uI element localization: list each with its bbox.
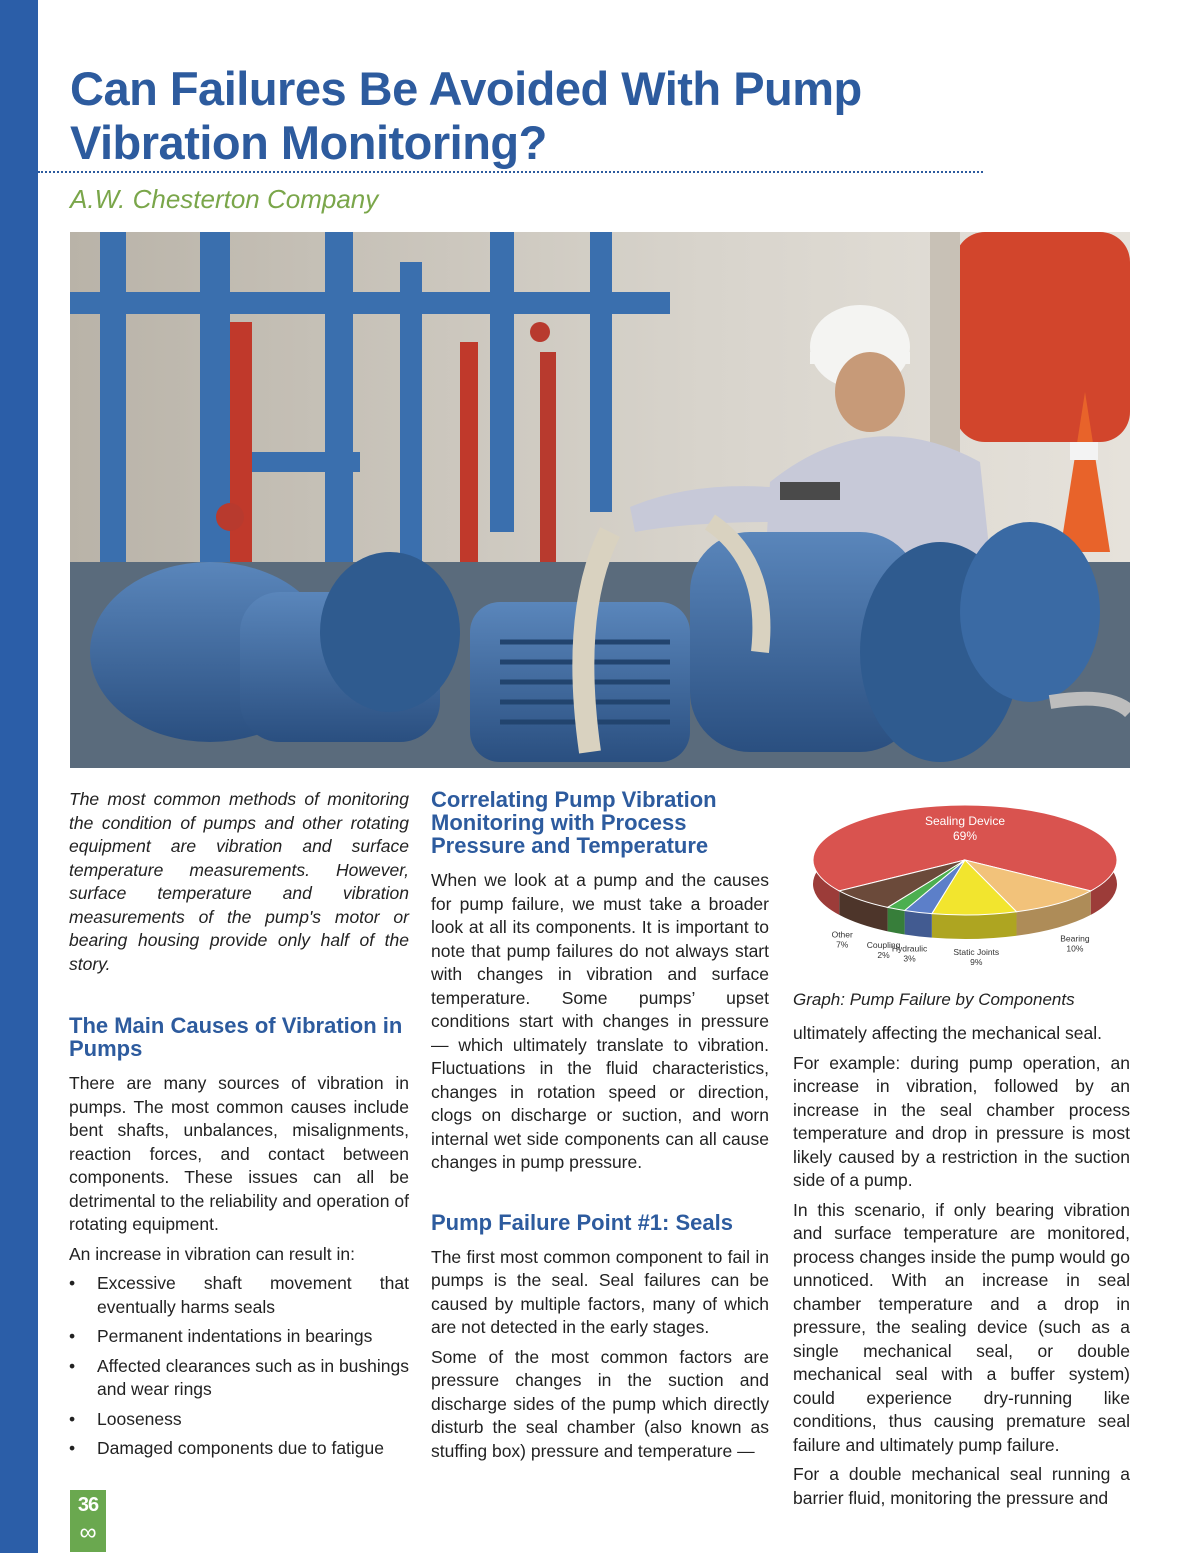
figure-caption: Graph: Pump Failure by Components (793, 990, 1075, 1009)
list-item: • Damaged components due to fatigue (69, 1437, 409, 1461)
section-heading-seals: Pump Failure Point #1: Seals (431, 1209, 733, 1235)
bullet-list (69, 1272, 409, 1461)
article-author: A.W. Chesterton Company (70, 184, 379, 214)
paragraph: The first most common component to fail in pumps is the seal. Seal failures can be caused by multiple factors, many of which are not detected in the early stages. (431, 1246, 769, 1337)
paragraph: Some of the most common factors are pressure changes in the suction and discharge sides of the pump which directly disturb the seal chamber (also known as stuffing box) pressure and temperature — (431, 1346, 769, 1461)
section-heading-correlating: Correlating Pump Vibration Monitoring with Process Pressure and Temperature (431, 787, 717, 858)
pump-failure-pie-chart (800, 790, 1130, 990)
pie-value-hydraulic: 3% (903, 953, 916, 964)
pie-chart-svg (800, 790, 1130, 990)
title-divider (38, 171, 983, 173)
column-left (69, 786, 409, 1467)
page-number: 36 (77, 1494, 99, 1516)
paragraph: There are many sources of vibration in pumps. The most common causes include bent shafts, unbalances, misalignments, reaction forces, and contact between components. These issues can all be detrimental to the reliability and operation of rotating equipment. (69, 1073, 409, 1234)
section-heading-main-causes: The Main Causes of Vibration in Pumps (69, 1013, 403, 1061)
list-item: • Affected clearances such as in bushings and wear rings (69, 1355, 409, 1402)
paragraph: For example: during pump operation, an increase in vibration, followed by an increase in the seal chamber process temperature and drop in pressure is most likely caused by a restriction in the suction side of a pump. (793, 1052, 1130, 1190)
pie-label-coupling: Coupling (866, 939, 901, 950)
paragraph: For a double mechanical seal running a barrier fluid, monitoring the pressure and (793, 1464, 1130, 1508)
intro-paragraph: The most common methods of monitoring the condition of pumps and other rotating equipment are vibration and surface temperature measurements. However, surface temperature and vibration measurements of the pump's motor or bearing housing provide only half of the story. (69, 789, 409, 974)
list-item: • Permanent indentations in bearings (69, 1325, 409, 1349)
pie-value-sealing-device: 69% (952, 828, 978, 843)
pie-label-sealing-device: Sealing Device (924, 813, 1006, 828)
article-title: Can Failures Be Avoided With Pump Vibration Monitoring? (70, 62, 862, 169)
pie-label-bearing: Bearing (1060, 933, 1090, 944)
pie-label-static-joints: Static Joints (953, 946, 1000, 957)
list-item: • Looseness (69, 1408, 409, 1432)
pump-room-illustration (70, 232, 1130, 768)
pie-label-hydraulic: Hydraulic (891, 943, 928, 954)
paragraph: An increase in vibration can result in: (69, 1243, 355, 1264)
paragraph: When we look at a pump and the causes for pump failure, we must take a broader look at all its components. It is important to note that pump failures do not always start with changes in vibration and surface temperature. Some pumps’ upset conditions start with changes in pressure — which ultimately translate to vibration. Fluctuations in the fluid characteristics, changes in rotation speed or direction, clogs on discharge or suction, and worn internal wet side components can all cause changes in pump pressure. (431, 870, 769, 1172)
pie-label-other: Other (831, 929, 853, 940)
side-accent-bar (0, 0, 38, 1553)
pie-value-coupling: 2% (877, 949, 890, 960)
column-middle (431, 786, 769, 1469)
paragraph: ultimately affecting the mechanical seal. (793, 1023, 1103, 1043)
paragraph: In this scenario, if only bearing vibration and surface temperature are monitored, process changes inside the pump would go unnoticed. With an increase in seal chamber temperature and a drop in pressure, the sealing device (such as a single mechanical seal, or double mechanical seal with a buffer system) could experience dry-running like conditions, thus causing premature seal failure and ultimately pump failure. (793, 1199, 1130, 1455)
hero-photo (70, 232, 1130, 768)
page-number-badge (70, 1490, 106, 1552)
list-item: • Excessive shaft movement that eventually harms seals (69, 1272, 409, 1319)
infinity-logo-icon: ∞ (79, 1519, 97, 1546)
pie-slice-side-static-joints (932, 912, 1017, 939)
pie-value-other: 7% (836, 939, 849, 950)
column-right (793, 1022, 1130, 1516)
pie-value-static-joints: 9% (970, 956, 983, 967)
pie-value-bearing: 10% (1066, 943, 1084, 954)
pie-slice-side-hydraulic (905, 910, 932, 937)
pie-slice-side-coupling (888, 907, 905, 934)
